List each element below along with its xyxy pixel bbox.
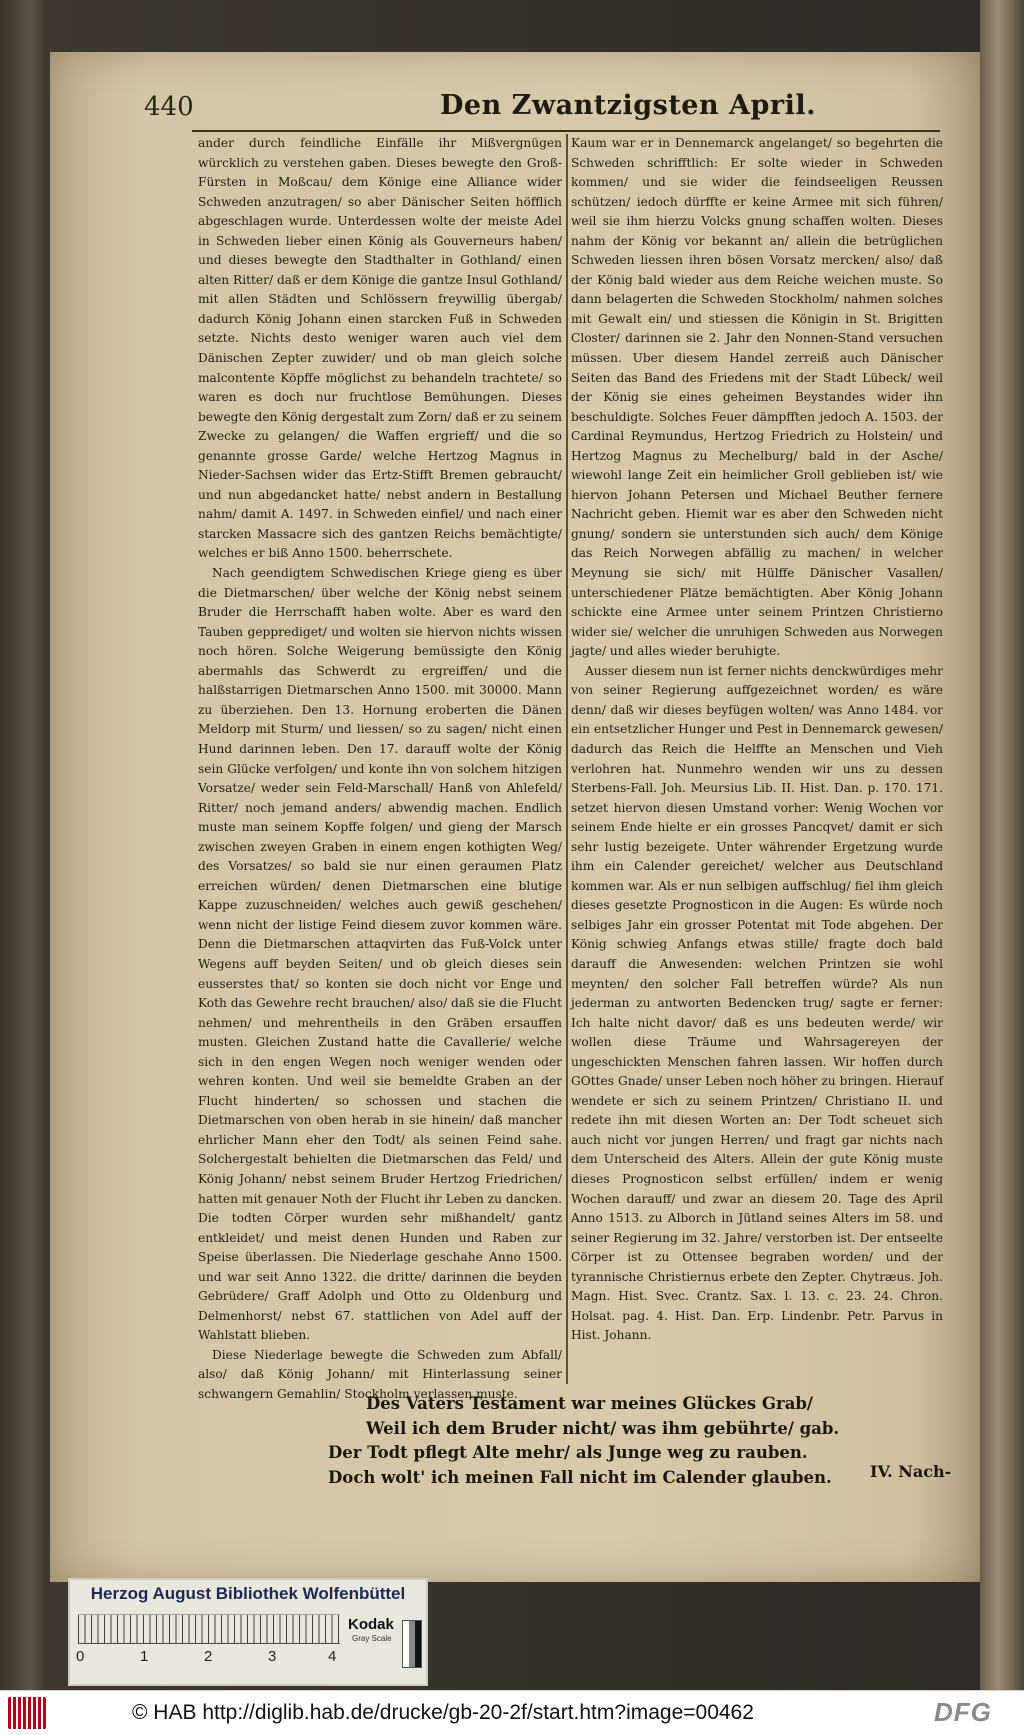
ruler-number-3: 3 — [268, 1648, 277, 1665]
left-text-column — [198, 134, 562, 1405]
ruler-number-4: 4 — [328, 1648, 337, 1665]
right-paragraph-2: Ausser diesem nun ist ferner nichts denckwürdiges mehr von seiner Regierung auffgezeichnet worden/ es wäre denn/ daß wir dieses beyfügen wolten/ was Anno 1484. vor ein entsetzlicher Hunger und Pest in Dennemarck gewesen/ dadurch das Reich die Helffte an Menschen und Vieh verlohren hat. Nunmehro wenden wir uns zu dessen Sterbens-Fall. Joh. Meursius Lib. II. Hist. Dan. p. 170. 171. setzet hiervon diesen Umstand vorher: Wenig Wochen vor seinem Ende hielte er ein grosses Pancqvet/ damit er sich sehr lustig bezeigete. Unter währender Ergetzung wurde ihm ein Calender gereichet/ welcher aus Deutschland kommen war. Als er nun selbigen auffschlug/ fiel ihm gleich dieses gesetzte Prognosticon in die Augen: Es würde noch selbiges Jahr ein grosser Potentat mit Tode abgehen. Der König schwieg Anfangs etwas stille/ fragte doch bald darauff die Anwesenden: welchen Printzen sie wohl meynten/ den solcher Fall betreffen würde? Als nun jederman zu antworten Bedencken trug/ sagte er ferner: Ich halte nicht davor/ daß es uns bedeuten werde/ wir wollen diese Träume und Wahrsagereyen der ungeschickten Menschen fahren lassen. Wir hoffen durch GOttes Gnade/ unser Leben noch höher zu bringen. Hierauf wendete er sich zu seinem Printzen/ Christiano II. und redete ihn mit diesen Worten an: Der Todt scheuet sich auch nicht vor jungen Herren/ und fragt gar nichts nach dem Unterscheid des Alters. Allein der gute König muste dieses Prognosticon selbst erfüllen/ indem er wenig Wochen darauff/ und zwar an diesem 20. Tage des April Anno 1513. zu Alborch in Jütland seines Alters im 58. und seiner Regierung im 32. Jahre/ verstorben ist. Der entseelte Cörper ist zu Ottensee begraben worden/ und der tyrannische Christiernus erbete den Zepter. Chytræus. Joh. Magn. Hist. Svec. Crantz. Sax. l. 13. c. 23. 24. Chron. Holsat. pag. 4. Hist. Dan. Erp. Lindenbr. Petr. Parvus in Hist. Johann. — [571, 663, 943, 1343]
ruler-number-1: 1 — [140, 1648, 149, 1665]
catchword: IV. Nach- — [870, 1462, 952, 1481]
left-paragraph-2: Nach geendigtem Schwedischen Kriege gieng es über die Dietmarschen/ über welche der König nebst seinem Bruder die Herrschafft haben wolte. Aber es ward den Tauben gepprediget/ und wolten sie hiervon nichts wissen noch hören. Solche Weigerung bemüssigte den König abermahls das Schwerdt zu ergreiffen/ und die halßstarrigen Dietmarschen Anno 1500. mit 30000. Mann zu überziehen. Den 13. Hornung eroberten die Dänen Meldorp mit Sturm/ und liessen/ so zu sagen/ nicht einen Hund darinnen leben. Den 17. darauff wolte der König sein Glücke verfolgen/ und konte ihn von solchem hitzigen Vorsatze/ weder sein Feld-Marschall/ Hanß von Ahlefeld/ Ritter/ noch jemand anders/ abwendig machen. Endlich muste man seinem Kopffe folgen/ und gieng der Marsch zwischen zweyen Graben in einem engen kothigten Weg/ des Vorsatzes/ so bald sie nur einen geraumen Platz erreichen würden/ denen Dietmarschen eine blutige Kappe zuzuschneiden/ welches auch gewiß geschehen/ wenn nicht der listige Feind diesem zuvor kommen wäre. Denn die Dietmarschen attaqvirten das Fuß-Volck unter Wegens auff beyden Seiten/ und ob gleich dieses sein eusserstes that/ so konten sie doch nicht vor Enge und Koth das Gewehre recht brauchen/ also/ daß sie die Flucht nehmen/ und mehrentheils in den Gräben ersauffen musten. Gleichen Zustand hatte die Cavallerie/ welche sich in den engen Wegen noch weniger wenden oder wehren konten. Und weil sie bemeldte Graben an der Flucht hinderten/ so schossen und stachen die Dietmarschen von oben herab in sie hinein/ daß mancher ehrlicher Mann eher den Todt/ als seinen Feind sahe. Solchergestalt behielten die Dietmarschen das Feld/ und König Johann/ nebst seinem Bruder Hertzog Friedrichen/ hatten mit genauer Noth der Flucht ihr Leben zu dancken. Die todten Cörper wurden sehr mißhandelt/ gantz entkleidet/ und meist denen Hunden und Raben zur Speise überlassen. Die Niederlage geschahe Anno 1500. und war seit Anno 1322. die dritte/ darinnen die beyden Gebrüdere/ Graff Adolph und Otto zu Oldenburg und Delmenhorst/ nebst 67. stattlichen von Adel auff der Wahlstatt blieben. — [198, 566, 562, 1343]
header-rule — [192, 130, 940, 132]
verse-line-3: Der Todt pflegt Alte mehr/ als Junge weg zu rauben. — [328, 1443, 808, 1462]
color-calibration-card — [68, 1578, 428, 1686]
scale-ruler — [78, 1614, 340, 1644]
gray-step-patches — [402, 1620, 422, 1668]
verse-line-4: Doch wolt' ich meinen Fall nicht im Calender glauben. — [328, 1467, 832, 1487]
dfg-logo: DFG — [934, 1697, 992, 1727]
ruler-number-2: 2 — [204, 1648, 213, 1665]
right-text-column — [571, 134, 943, 1346]
kodak-gray-scale — [342, 1616, 412, 1672]
verse-line-1: Des Vaters Testament war meines Glückes Grab/ — [366, 1394, 813, 1413]
closing-verse — [328, 1392, 928, 1490]
card-title: Herzog August Bibliothek Wolfenbüttel — [90, 1584, 406, 1603]
left-paragraph-1: ander durch feindliche Einfälle ihr Mißvergnügen würcklich zu verstehen gaben. Dieses bewegte den Groß-Fürsten in Moßcau/ dem Könige eine Alliance wider Schweden anzutragen/ so aber Dänischer Seiten höfflich abgeschlagen wurde. Unterdessen wolte der meiste Adel in Schweden lieber einen König als Gouverneurs haben/ und dieses bewegte den Stadthalter in Gothland/ einen alten Ritter/ daß er dem Könige die gantze Insul Gothland/ mit allen Städten und Schlössern freywillig übergab/ dadurch König Johann einen starcken Fuß in Schweden setzte. Nichts desto weniger waren auch viel dem Dänischen Zepter zuwider/ und ob man gleich solche malcontente Köpffe möglichst zu behandeln trachtete/ so waren es doch nur fruchtlose Bemühungen. Dieses bewegte den König dergestalt zum Zorn/ daß er zu seinem Zwecke zu gelangen/ die Waffen ergrieff/ und die so genannte grosse Garde/ welche Hertzog Magnus in Nieder-Sachsen wider das Ertz-Stifft Bremen gebraucht/ und nun abgedancket hatte/ nebst andern in Bestallung nahm/ damit A. 1497. in Schweden einfiel/ und nach einer starcken Massacre sich des gantzen Reichs bemächtigte/ welches er biß Anno 1500. beherrschete. — [198, 136, 562, 561]
hab-logo-icon — [8, 1697, 46, 1729]
running-title: Den Zwantzigsten April. — [440, 90, 816, 121]
right-paragraph-1: Kaum war er in Dennemarck angelanget/ so begehrten die Schweden schrifftlich: Er solte wieder in Schweden kommen/ und sie wider die feindseeligen Reussen schützen/ iedoch dürffte er keine Armee mit sich führen/ weil sie ihm hierzu Volcks gnung schaffen wolten. Dieses nahm der König vor bekannt an/ allein die betrüglichen Schweden liessen ihren bösen Vorsatz mercken/ also/ daß der König bald wieder aus dem Reiche weichen muste. So dann belagerten die Schweden Stockholm/ nahmen solches mit Gewalt ein/ und stiessen die Königin in St. Brigitten Closter/ darinnen sie 2. Jahr den Nonnen-Stand versuchen müssen. Uber diesem Handel zerreiß auch Dänischer Seiten das Band des Friedens mit der Stadt Lübeck/ weil der König sie eines geheimen Beystandes wider ihn beschuldigte. Solches Feuer dämpfften jedoch A. 1503. der Cardinal Reymundus, Hertzog Friedrich zu Holstein/ und Hertzog Magnus zu Mechelburg/ bald in der Asche/ wiewohl lange Zeit ein heimlicher Groll geblieben ist/ wie hiervon Johann Petersen und Michael Beuther fernere Nachricht geben. Hiemit war es aber den Schweden nicht gnung/ sondern sie unterstunden sich auch/ dem Könige das Reich Norwegen abfällig zu machen/ in welcher Meynung sie sich/ mit Hülffe Dänischer Vasallen/ unterschiedener Plätze bemächtigten. Aber König Johann schickte eine Armee unter seinem Printzen Christierno wider sie/ welcher die unruhigen Schweden aus Norwegen jagte/ und alles wieder beruhigte. — [571, 136, 943, 659]
page-number: 440 — [144, 92, 194, 122]
column-divider — [566, 134, 568, 1384]
footer-credit-link[interactable]: © HAB http://diglib.hab.de/drucke/gb-20-2f/start.htm?image=00462 — [132, 1701, 754, 1724]
gray-scale-label: Gray Scale — [352, 1634, 392, 1643]
footer-bar — [0, 1690, 1024, 1735]
left-paragraph-3: Diese Niederlage bewegte die Schweden zum Abfall/ also/ daß König Johann/ mit Hinterlassung seiner schwangern Gemahlin/ Stockholm verlassen muste. — [198, 1347, 562, 1401]
book-binding-edge — [980, 0, 1024, 1690]
kodak-logo-text: Kodak — [348, 1616, 394, 1633]
ruler-number-0: 0 — [76, 1648, 85, 1665]
verse-line-2: Weil ich dem Bruder nicht/ was ihm gebührte/ gab. — [366, 1418, 840, 1438]
